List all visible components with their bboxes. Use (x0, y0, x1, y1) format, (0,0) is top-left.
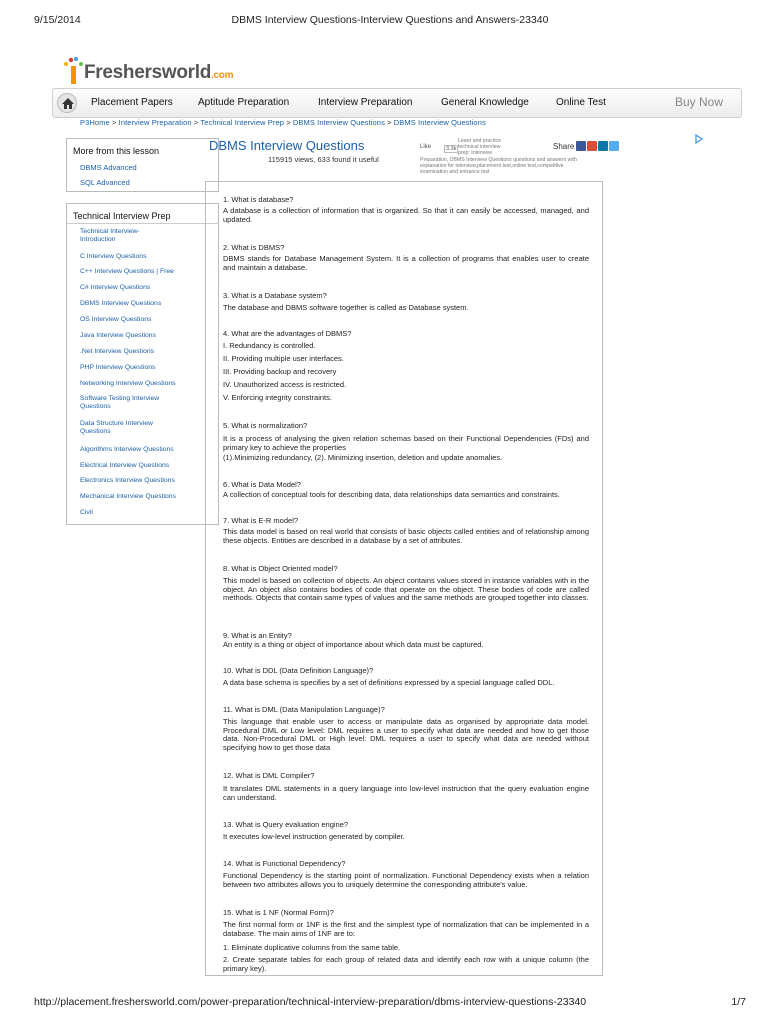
answer-text: It is a process of analysing the given relation schemas based on their Functional Dependencies (FDs) and primary key to achieve the properties (223, 434, 589, 452)
technical-prep-heading: Technical Interview Prep (73, 211, 171, 221)
answer-text: III. Providing backup and recovery (223, 367, 337, 376)
side-link[interactable]: PHP Interview Questions (80, 364, 156, 371)
breadcrumb-item[interactable]: Interview Preparation (118, 118, 192, 127)
logo-suffix: .com (211, 70, 234, 81)
like-button[interactable]: Like (420, 144, 432, 150)
breadcrumb-item[interactable]: Technical Interview Prep (200, 118, 285, 127)
side-link[interactable]: Civil (80, 509, 93, 516)
answer-text: V. Enforcing integrity constraints. (223, 393, 332, 402)
answer-text: It translates DML statements in a query language into low-level instruction that the query evaluation engine can understand. (223, 784, 589, 802)
question-text: 4. What are the advantages of DBMS? (223, 329, 352, 338)
answer-text: IV. Unauthorized access is restricted. (223, 380, 347, 389)
side-link[interactable]: Algorithms Interview Questions (80, 446, 174, 453)
more-from-lesson-box (66, 138, 219, 192)
freshersworld-logo[interactable] (62, 56, 232, 88)
page-blurb-top: Learn and practice technical interview prep: Interview (458, 138, 501, 156)
divider (67, 223, 218, 224)
page-title: DBMS Interview Questions (209, 138, 365, 153)
breadcrumb-sep: > (284, 118, 293, 127)
answer-text: It executes low-level instruction generated by compiler. (223, 832, 405, 841)
nav-placement-papers[interactable]: Placement Papers (91, 97, 173, 108)
print-header (34, 14, 746, 28)
side-link[interactable]: DBMS Interview Questions (80, 300, 162, 307)
answer-text: II. Providing multiple user interfaces. (223, 354, 344, 363)
side-link[interactable]: Electronics Interview Questions (80, 477, 175, 484)
question-text: 14. What is Functional Dependency? (223, 859, 346, 868)
answer-text: (1).Minimizing redundancy, (2). Minimizing insertion, deletion and update anomalies. (223, 453, 503, 462)
side-link[interactable]: Software Testing Interview Questions (80, 395, 160, 410)
question-text: 15. What is 1 NF (Normal Form)? (223, 908, 334, 917)
breadcrumb (80, 118, 486, 127)
answer-text: The first normal form or 1NF is the first and the simplest type of normalization that can be implemented in a database. The main aims of 1NF are to: (223, 920, 589, 938)
google-plus-share-icon[interactable] (587, 141, 597, 151)
more-from-lesson-heading: More from this lesson (73, 146, 160, 156)
print-date: 9/15/2014 (34, 14, 81, 26)
logo-mark-icon (62, 56, 86, 86)
print-footer (34, 996, 746, 1010)
nav-general-knowledge[interactable]: General Knowledge (441, 97, 529, 108)
answer-text: I. Redundancy is controlled. (223, 341, 316, 350)
breadcrumb-sep: > (191, 118, 201, 127)
answer-text: A data base schema is specifies by a set of definitions expressed by a special language called DDL. (223, 678, 555, 687)
side-link[interactable]: Electrical Interview Questions (80, 462, 170, 469)
answer-text: This model is based on collection of objects. An object contains values stored in instance variables with in the object. An object also contains bodies of code that operate on the object. These bodies of code are called methods. Objects that contain same types of values and the same methods are grouped together into classes. (223, 576, 589, 603)
question-text: 7. What is E-R model? (223, 516, 299, 525)
qa-content (205, 181, 603, 976)
nav-interview-preparation[interactable]: Interview Preparation (318, 97, 413, 108)
question-text: 10. What is DDL (Data Definition Language)? (223, 666, 374, 675)
logo-text (84, 62, 233, 84)
answer-text: This data model is based on real world that consists of basic objects called entities and of relationship among these objects. Entities are described in a database by a set of attributes. (223, 527, 589, 545)
side-link[interactable]: OS Interview Questions (80, 316, 152, 323)
print-page-number: 1/7 (731, 996, 746, 1008)
facebook-share-icon[interactable] (576, 141, 586, 151)
side-link[interactable]: Technical Interview- Introduction (80, 228, 140, 243)
page-blurb: Preparation, DBMS Interview Questions questions and answers with explanation for interview,placement test,online test,competitive examination and entrance test (420, 157, 577, 175)
question-text: 1. What is database? (223, 195, 294, 204)
breadcrumb-home[interactable]: P3Home (80, 118, 110, 127)
question-text: 8. What is Object Oriented model? (223, 564, 338, 573)
buy-now-link[interactable]: Buy Now (674, 95, 723, 109)
print-url: http://placement.freshersworld.com/power-preparation/technical-interview-preparation/dbms-interview-questions-23340 (34, 996, 587, 1008)
answer-text: 2. Create separate tables for each group of related data and identify each row with a unique column (the primary key). (223, 955, 589, 973)
side-link[interactable]: Mechanical Interview Questions (80, 493, 176, 500)
side-link[interactable]: C++ Interview Questions | Free (80, 268, 174, 275)
side-link[interactable]: Java Interview Questions (80, 332, 156, 339)
question-text: 2. What is DBMS? (223, 243, 285, 252)
answer-text: A database is a collection of information that is organized. So that it can easily be accessed, managed, and updated. (223, 206, 589, 224)
view-count: 115915 views, 633 found it useful (268, 155, 379, 164)
answer-text: Functional Dependency is the starting point of normalization. Functional Dependency exists when a relation between two attributes allows you to uniquely determine the corresponding attribute's value. (223, 871, 589, 889)
question-text: 12. What is DML Compiler? (223, 771, 315, 780)
breadcrumb-item[interactable]: DBMS Interview Questions (292, 118, 385, 127)
breadcrumb-item[interactable]: DBMS Interview Questions (393, 118, 486, 127)
share-label: Share (553, 142, 575, 151)
home-button[interactable] (57, 93, 77, 113)
lesson-link-sql-advanced[interactable]: SQL Advanced (80, 178, 130, 187)
side-link[interactable]: C# Interview Questions (80, 284, 151, 291)
like-count: 3.3k (446, 146, 457, 152)
answer-text: A collection of conceptual tools for describing data, data relationships data semantics and constraints. (223, 490, 560, 499)
breadcrumb-sep: > (109, 118, 119, 127)
answer-text: The database and DBMS software together is called as Database system. (223, 303, 469, 312)
answer-text: 1. Eliminate duplicative columns from the same table. (223, 943, 401, 952)
answer-text: An entity is a thing or object of importance about which data must be captured. (223, 640, 484, 649)
ad-choices-icon[interactable] (694, 134, 704, 144)
question-text: 6. What is Data Model? (223, 480, 301, 489)
logo-name: Freshersworld (84, 62, 212, 83)
breadcrumb-sep: > (384, 118, 394, 127)
question-text: 13. What is Query evaluation engine? (223, 820, 349, 829)
lesson-link-dbms-advanced[interactable]: DBMS Advanced (80, 163, 137, 172)
technical-interview-prep-box (66, 203, 219, 525)
print-title: DBMS Interview Questions-Interview Questions and Answers-23340 (231, 14, 549, 26)
home-icon (61, 97, 75, 110)
nav-aptitude-preparation[interactable]: Aptitude Preparation (198, 97, 290, 108)
side-link[interactable]: Networking Interview Questions (80, 380, 176, 387)
side-link[interactable]: .Net Interview Questions (80, 348, 155, 355)
side-link[interactable]: C Interview Questions (80, 253, 147, 260)
answer-text: DBMS stands for Database Management System. It is a collection of programs that enables user to create and maintain a database. (223, 254, 589, 272)
nav-online-test[interactable]: Online Test (556, 97, 606, 108)
main-navigation (52, 88, 742, 118)
question-text: 9. What is an Entity? (223, 631, 292, 640)
question-text: 3. What is a Database system? (223, 291, 327, 300)
answer-text: This language that enable user to access or manipulate data as organised by appropriate data model. Procedural DML or Low level: DML requires a user to specify what data are needed and how to get those data. Non-Procedural DML or High level: DML requires a user to specify what data are needed without specifying how to get those data (223, 717, 589, 752)
question-text: 5. What is normalization? (223, 421, 308, 430)
question-text: 11. What is DML (Data Manipulation Language)? (223, 705, 385, 714)
linkedin-share-icon[interactable] (598, 141, 608, 151)
side-link[interactable]: Data Structure Interview Questions (80, 420, 153, 435)
twitter-share-icon[interactable] (609, 141, 619, 151)
